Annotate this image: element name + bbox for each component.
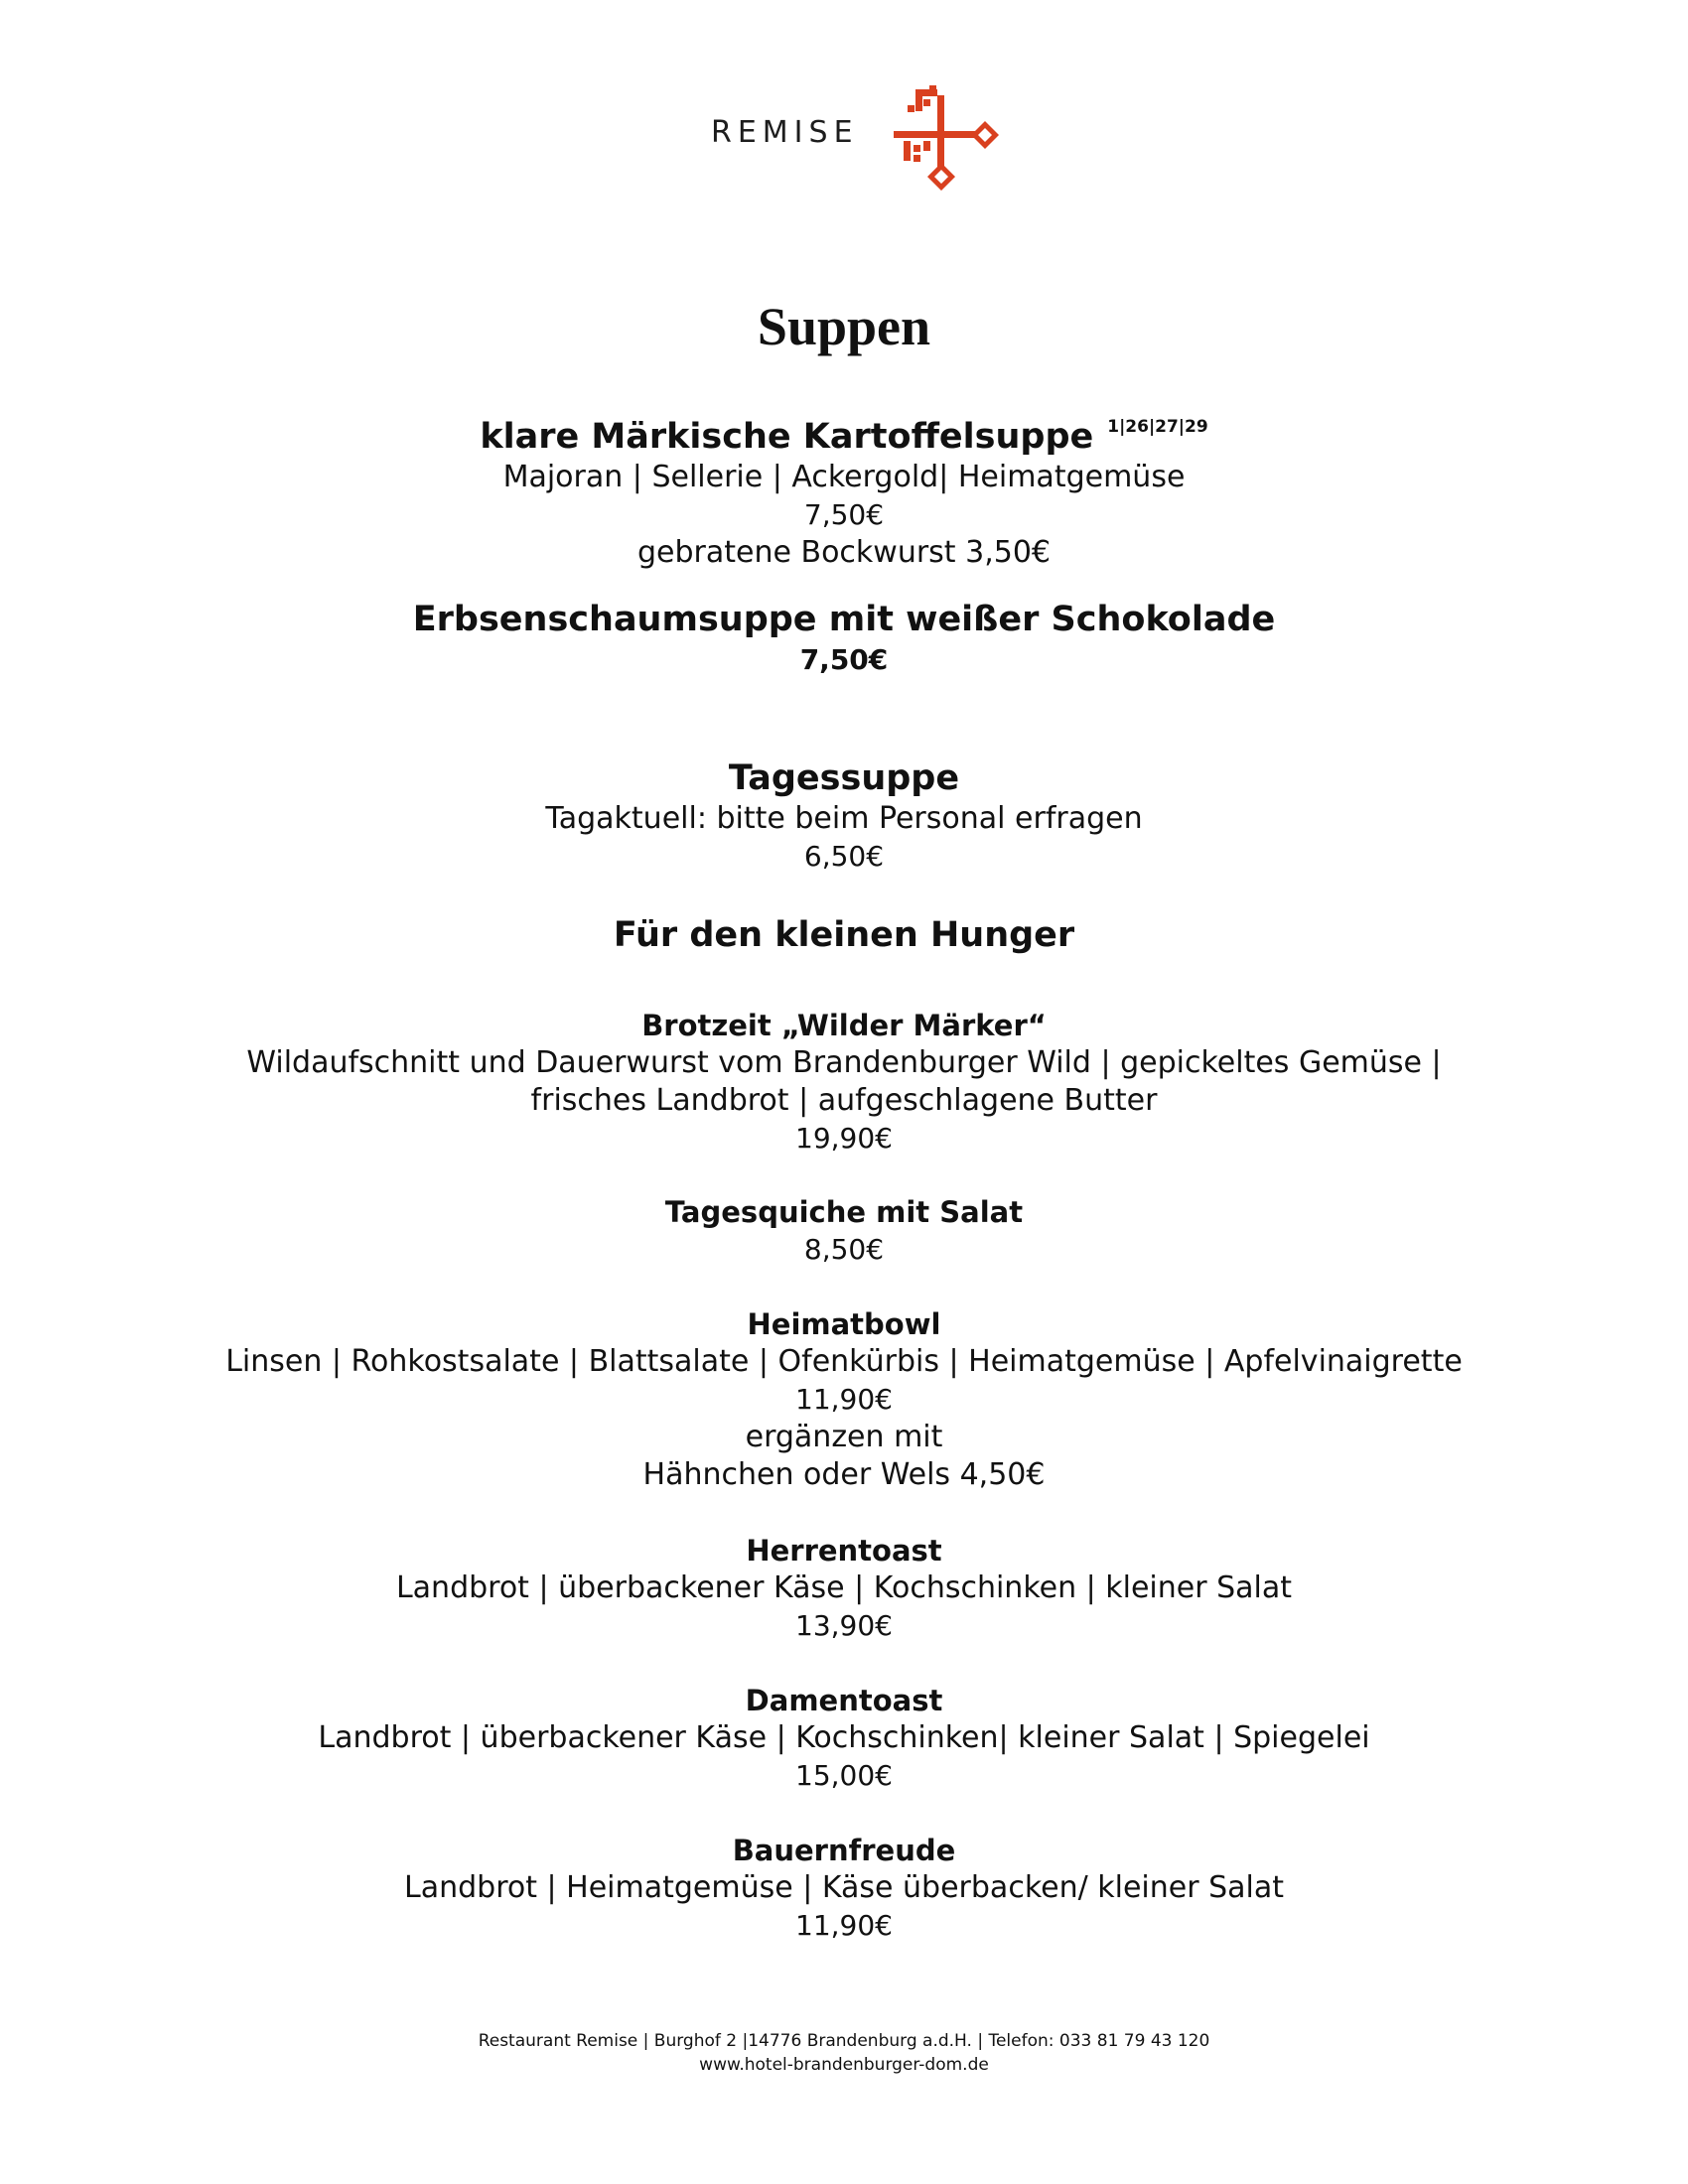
menu-item-extra: Hähnchen oder Wels 4,50€: [642, 1457, 1046, 1492]
menu-item-heimatbowl: [0, 1305, 1688, 1494]
menu-item-price: 8,50€: [803, 1233, 885, 1266]
logo-wordmark: REMISE: [711, 115, 859, 150]
footer-website[interactable]: www.hotel-brandenburger-dom.de: [699, 2055, 989, 2075]
footer-address: Restaurant Remise | Burghof 2 |14776 Brandenburg a.d.H. | Telefon: 033 81 79 43 120: [478, 2031, 1210, 2051]
menu-item-name: Damentoast: [745, 1684, 943, 1717]
section-heading: Für den kleinen Hunger: [613, 915, 1075, 955]
menu-item-tagessuppe: [0, 756, 1688, 876]
menu-item-description: Landbrot | überbackener Käse | Kochschinken| kleiner Salat | Spiegelei: [318, 1720, 1370, 1755]
menu-item-description: Tagaktuell: bitte beim Personal erfragen: [545, 801, 1143, 836]
menu-item-description: Wildaufschnitt und Dauerwurst vom Brandenburger Wild | gepickeltes Gemüse |: [246, 1045, 1442, 1080]
menu-item-description: Landbrot | Heimatgemüse | Käse überbacken/ kleiner Salat: [404, 1870, 1284, 1905]
menu-item-name: Tagesquiche mit Salat: [664, 1195, 1024, 1229]
remise-logo: [695, 85, 1003, 195]
menu-item-price: 11,90€: [795, 1383, 893, 1416]
menu-item-price: 7,50€: [799, 643, 889, 676]
menu-item-name: Heimatbowl: [747, 1307, 941, 1341]
menu-item-price: 15,00€: [795, 1759, 893, 1792]
menu-item-name: klare Märkische Kartoffelsuppe $^{1|26|27|29}$: [480, 417, 1208, 457]
menu-item-price: 6,50€: [803, 840, 885, 873]
menu-item-bauernfreude: [0, 1832, 1688, 1945]
menu-item-erbsenschaumsuppe: [0, 598, 1688, 679]
menu-item-description: frisches Landbrot | aufgeschlagene Butter: [530, 1083, 1158, 1118]
menu-item-extra: ergänzen mit: [745, 1420, 943, 1454]
page-footer: [0, 2029, 1688, 2077]
section-title-suppen: Suppen: [757, 297, 931, 356]
menu-item-name: Bauernfreude: [732, 1834, 956, 1867]
menu-item-name: Brotzeit „Wilder Märker“: [641, 1009, 1047, 1042]
menu-item-name: Herrentoast: [746, 1534, 942, 1568]
menu-item-price: 7,50€: [803, 498, 885, 531]
menu-item-price: 19,90€: [795, 1122, 893, 1155]
menu-item-description: Landbrot | überbackener Käse | Kochschinken | kleiner Salat: [395, 1570, 1293, 1605]
menu-item-brotzeit: [0, 1007, 1688, 1158]
menu-item-description: Majoran | Sellerie | Ackergold| Heimatgemüse: [502, 460, 1186, 494]
menu-item-herrentoast: [0, 1532, 1688, 1645]
menu-item-tagesquiche: [0, 1193, 1688, 1269]
menu-item-description: Linsen | Rohkostsalate | Blattsalate | Ofenkürbis | Heimatgemüse | Apfelvinaigrette: [225, 1344, 1463, 1379]
menu-item-name: Erbsenschaumsuppe mit weißer Schokolade: [412, 600, 1276, 639]
key-cross-icon: [894, 85, 999, 191]
menu-item-price: 13,90€: [795, 1609, 893, 1642]
menu-item-price: 11,90€: [795, 1909, 893, 1942]
allergen-codes: 1|26|27|29: [1107, 417, 1208, 437]
section-heading-kleiner-hunger: [0, 913, 1688, 957]
menu-item-extra: gebratene Bockwurst 3,50€: [637, 535, 1051, 570]
menu-item-damentoast: [0, 1682, 1688, 1795]
menu-item-kartoffelsuppe: [0, 405, 1688, 572]
menu-item-name: Tagessuppe: [728, 758, 960, 798]
